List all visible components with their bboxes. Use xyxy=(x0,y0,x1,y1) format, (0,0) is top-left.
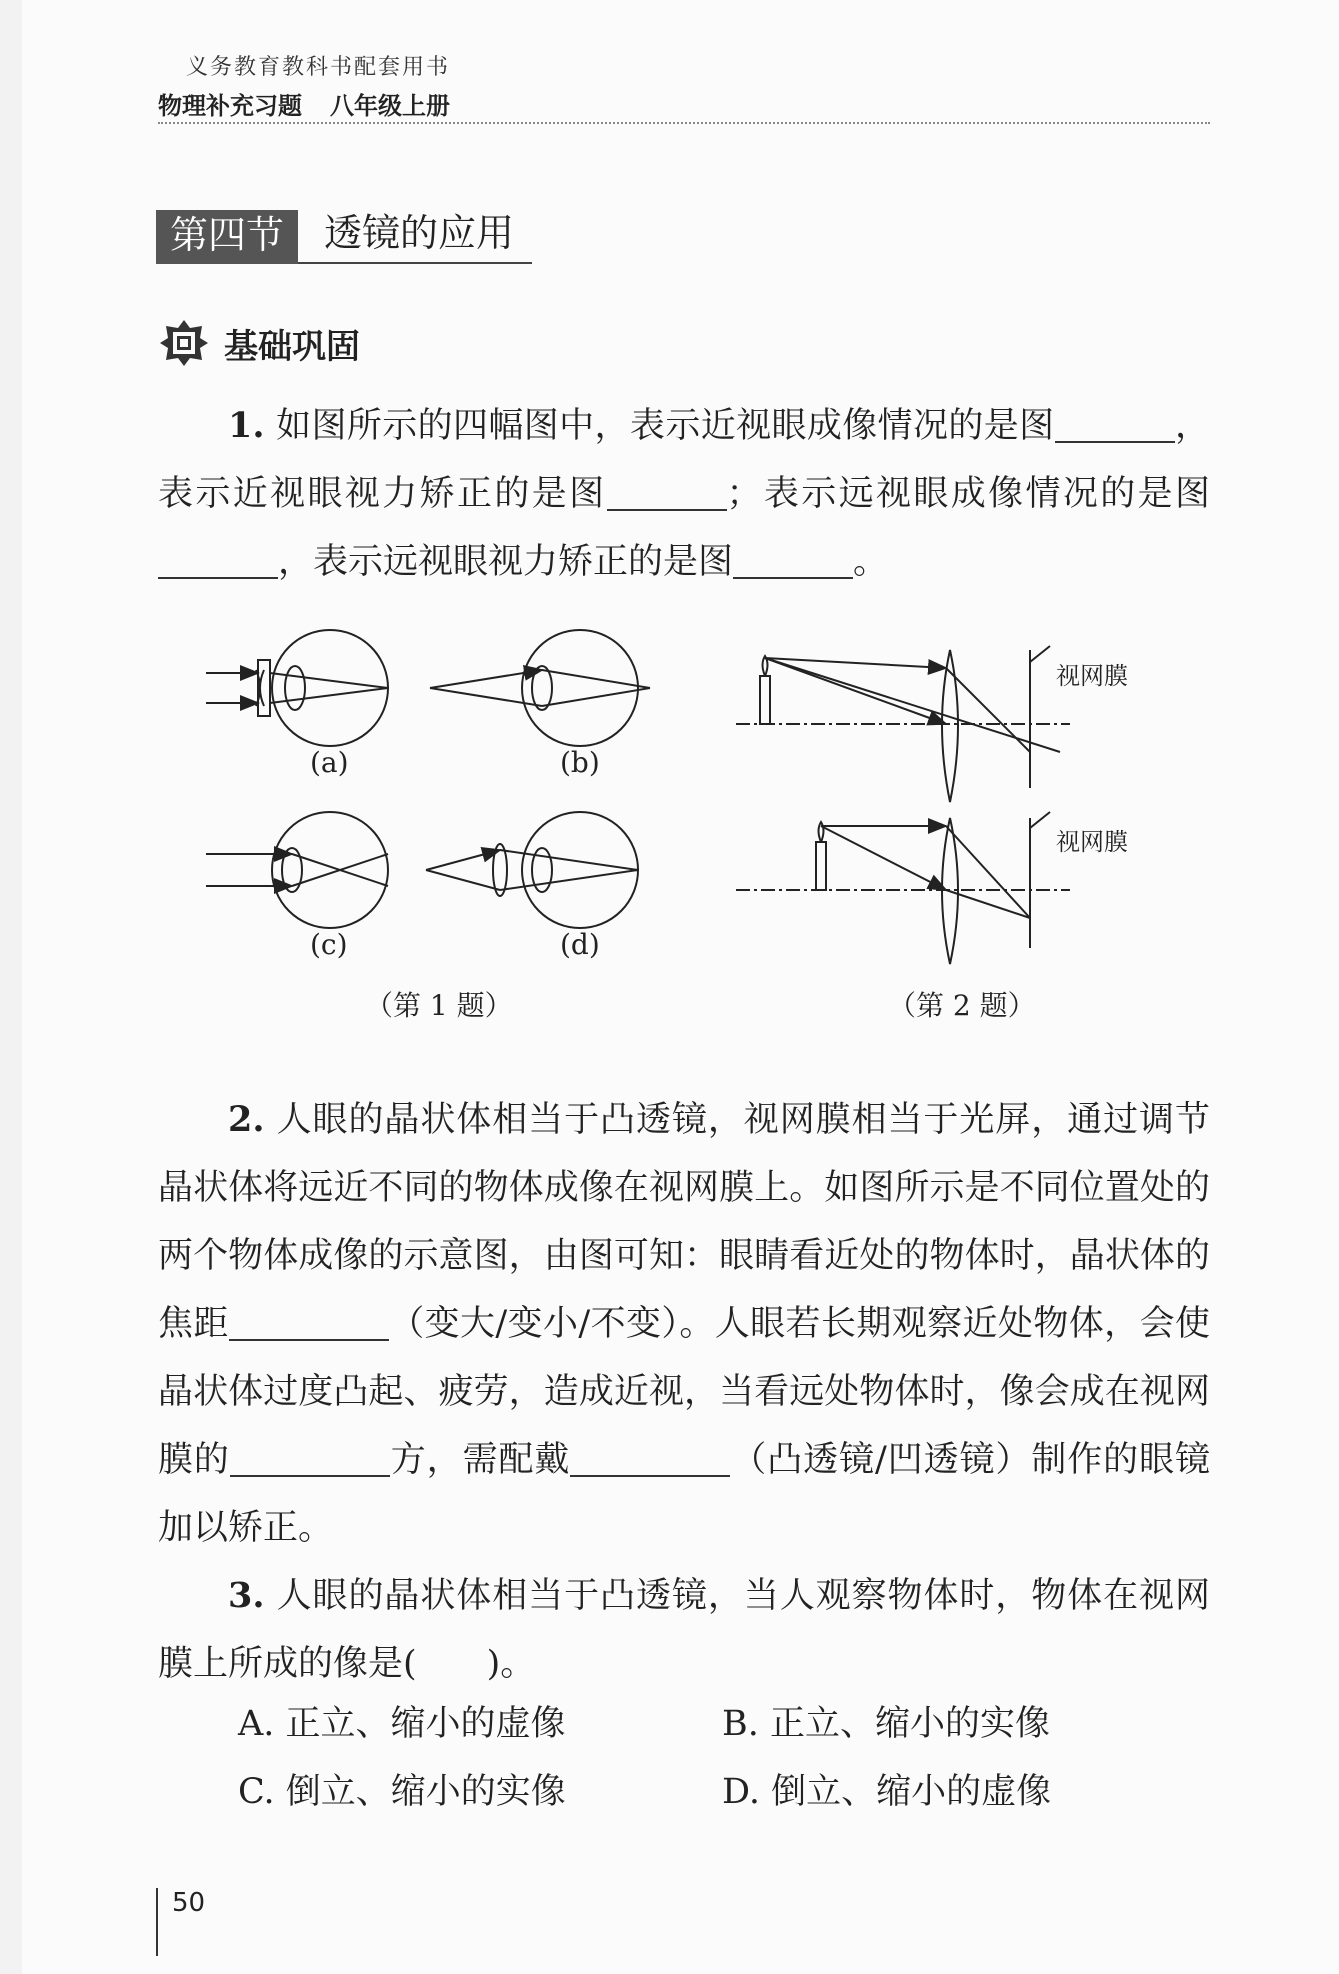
header-divider xyxy=(158,122,1210,124)
question-2-text-4: （凸透镜/凹透镜）制作的眼镜加以矫正。 xyxy=(158,1440,1210,1548)
section-heading xyxy=(156,208,532,264)
question-1-text-2: ，表示近视眼视力矫正的是图 xyxy=(158,406,1210,514)
answer-blank-7[interactable] xyxy=(570,1445,730,1477)
diagram-d xyxy=(426,812,638,928)
grade-name: 八年级上册 xyxy=(330,92,450,120)
answer-blank-2[interactable] xyxy=(607,479,727,511)
answer-blank-3[interactable] xyxy=(158,547,278,579)
question-2-text-3: 方，需配戴 xyxy=(389,1440,571,1480)
label-a: (a) xyxy=(310,746,349,779)
question-1-text-3: ；表示远视眼成像情况的是图 xyxy=(726,474,1210,514)
question-2-number: 2. xyxy=(228,1099,265,1140)
question-2-text-1: 人眼的晶状体相当于凸透镜，视网膜相当于光屏，通过调节晶状体将远近不同的物体成像在视网膜上。如图所示是不同位置处的两个物体成像的示意图，由图可知：眼睛看近处的物体时，晶状体的焦距 xyxy=(158,1100,1210,1344)
page-number: 50 xyxy=(172,1888,206,1918)
answer-blank-4[interactable] xyxy=(733,547,853,579)
label-b: (b) xyxy=(560,746,600,779)
book-name: 物理补充习题 xyxy=(158,92,302,120)
answer-blank-5[interactable] xyxy=(229,1309,389,1341)
figure-1-caption: （第 1 题） xyxy=(365,989,513,1022)
question-3-number: 3. xyxy=(228,1575,265,1616)
diagram-b xyxy=(430,630,650,746)
question-1-text-5: 。 xyxy=(853,542,889,582)
section-title: 透镜的应用 xyxy=(298,210,532,264)
option-d[interactable]: D. 倒立、缩小的虚像 xyxy=(722,1772,1052,1812)
question-2 xyxy=(158,1086,1210,1562)
question-1 xyxy=(158,392,1210,596)
page-number-bar xyxy=(156,1888,158,1956)
book-title xyxy=(158,86,450,121)
figure-diagrams xyxy=(190,628,1090,1028)
option-a[interactable]: A. 正立、缩小的虚像 xyxy=(238,1704,566,1744)
question-3 xyxy=(158,1562,1210,1698)
question-1-number: 1. xyxy=(228,405,265,446)
page-edge xyxy=(0,0,22,1974)
section-number: 第四节 xyxy=(156,210,298,264)
retina-label-bottom: 视网膜 xyxy=(1056,828,1128,856)
series-title: 义务教育教科书配套用书 xyxy=(186,55,451,80)
retina-label-top: 视网膜 xyxy=(1056,662,1128,690)
diagram-2-bottom xyxy=(736,812,1070,964)
diagram-a xyxy=(206,630,388,746)
subsection-heading xyxy=(158,318,360,368)
option-c[interactable]: C. 倒立、缩小的实像 xyxy=(238,1772,566,1812)
question-1-text-4: ，表示远视眼视力矫正的是图 xyxy=(278,542,734,582)
answer-blank-6[interactable] xyxy=(230,1445,390,1477)
label-c: (c) xyxy=(310,928,348,961)
question-2-text-2: （变大/变小/不变）。人眼若长期观察近处物体，会使晶状体过度凸起、疲劳，造成近视，当看远处物体时，像会成在视网膜的 xyxy=(158,1304,1210,1480)
answer-blank-1[interactable] xyxy=(1055,411,1175,443)
question-3-text: 人眼的晶状体相当于凸透镜，当人观察物体时，物体在视网膜上所成的像是( )。 xyxy=(158,1576,1210,1684)
figure-area xyxy=(190,628,1128,1032)
figure-2-caption: （第 2 题） xyxy=(888,989,1036,1022)
label-d: (d) xyxy=(560,928,600,961)
question-1-text-1: 如图所示的四幅图中，表示近视眼成像情况的是图 xyxy=(276,406,1055,446)
ornament-icon xyxy=(158,318,210,368)
subsection-title: 基础巩固 xyxy=(224,326,360,367)
diagram-c xyxy=(206,812,388,928)
option-b[interactable]: B. 正立、缩小的实像 xyxy=(722,1704,1050,1744)
diagram-2-top xyxy=(736,646,1070,802)
